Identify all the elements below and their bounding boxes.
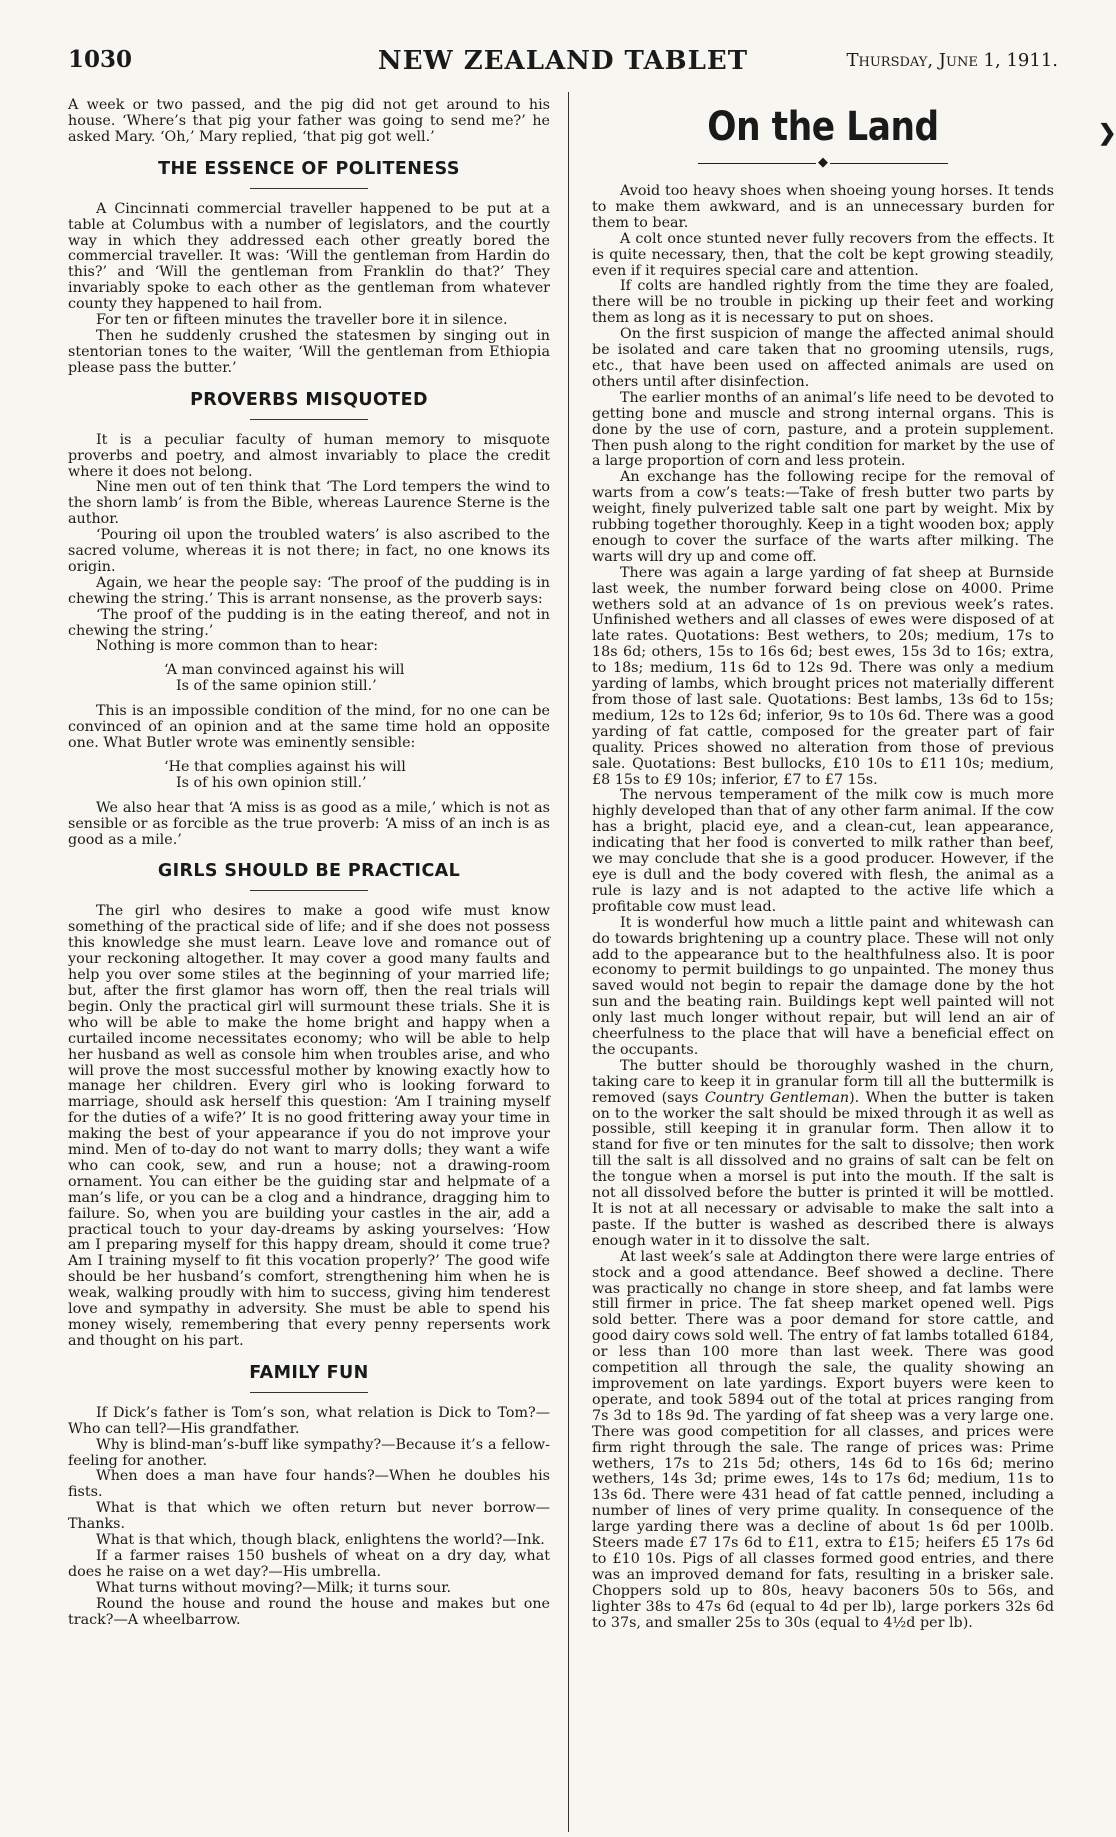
diamond-ornament-icon: ◆ [818, 155, 828, 170]
page-number: 1030 [68, 46, 133, 73]
verse-line: Is of the same opinion still.’ [176, 678, 377, 695]
land-paragraph: A colt once stunted never fully recovers from the effects. It is quite necessary, then, that the colt be kept growing steadily, even if it requires special care and attention. [592, 230, 1054, 279]
land-paragraph: An exchange has the following recipe for the removal of warts from a cow’s teats:—Take of fresh butter two parts by weight, finely pulverized table salt one part by weight. Mix by rubbing together thoroughly. Keep in a tight wooden box; apply enough to cover the surface of the warts after milking. The warts will dry up and come off. [592, 469, 1054, 565]
heading-girls-should-be-practical: GIRLS SHOULD BE PRACTICAL [157, 861, 461, 882]
riddle-paragraph: What turns without moving?—Milk; it turns sour. [96, 1579, 452, 1596]
land-paragraph: The nervous temperament of the milk cow is much more highly developed than that of any other farm animal. If the cow has a bright, placid eye, and a clean-cut, lean appearance, indicating that her food is converted to milk rather than beef, we may conclude that she is a good producer. However, if the eye is dull and the body covered with flesh, the animal as a rule is lazy and is not adapted to the active life which a profitable cow must lead. [592, 787, 1054, 915]
masthead-title: NEW ZEALAND TABLET [377, 46, 749, 76]
land-paragraph: It is wonderful how much a little paint and whitewash can do towards brightening up a country place. These will not only add to the appearance but to the healthfulness also. It is poor economy to permit buildings to go unpainted. The money thus saved would not begin to repair the damage done by the hot sun and the beating rain. Buildings kept well painted will not only last much longer without repair, but will lend an air of cheerfulness to the place that will have a beneficial effect on the occupants. [592, 914, 1054, 1058]
essence-paragraph: For ten or fifteen minutes the traveller bore it in silence. [96, 312, 508, 329]
page-header [68, 46, 1058, 76]
land-paragraph: On the first suspicion of mange the affected animal should be isolated and care taken that no grooming utensils, rugs, etc., that have been used on affected animals are used on others until after disinfection. [592, 326, 1054, 390]
source-citation: Country Gentleman [704, 1089, 850, 1106]
riddle-paragraph: If a farmer raises 150 bushels of wheat on a dry day, what does he raise on a wet day?—His umbrella. [68, 1547, 550, 1580]
proverbs-paragraph: ‘The proof of the pudding is in the eating thereof, and not in chewing the string.’ [68, 606, 550, 639]
butter-text-part: The butter should be thoroughly washed in the churn, taking care to keep it in granular form till all the buttermilk is removed (says [592, 1057, 1054, 1106]
heading-rule [250, 1392, 368, 1393]
butter-text-part: ). When the butter is taken on to the worker the salt should be mixed through it as well as possible, still keeping it in granular form. Then allow it to stand for five or ten minutes for the salt to dissolve; then work till the salt is all dissolved and no grains of salt can be felt on the tongue when a morsel is put into the mouth. If the salt is not all dissolved before the butter is printed it will be mottled. It is not at all necessary or advisable to make the salt into a paste. If the butter is washed as described there is always enough water in it to dissolve the salt. [592, 1089, 1055, 1249]
riddle-paragraph: What is that which, though black, enlightens the world?—Ink. [96, 1532, 545, 1549]
essence-paragraph: A Cincinnati commercial traveller happened to be put at a table at Columbus with a number of legislators, and the courtly way in which they addressed each other greatly bored the commercial traveller. It was: ‘Will the gentleman from Hardin do this?’ and ‘Will the gentleman from Franklin do that?’ They invariably spoke to each other as the gentleman from whatever county they happened to hail from. [68, 200, 550, 313]
land-paragraph: The earlier months of an animal’s life need to be devoted to getting bone and muscle and strong internal organs. This is done by the use of corn, pasture, and a protein supplement. Then push along to the right condition for market by the use of a large proportion of corn and less protein. [592, 389, 1054, 470]
land-paragraph: If colts are handled rightly from the time they are foaled, there will be no trouble in picking up their feet and working them as long as it is necessary to put on shoes. [592, 278, 1054, 327]
land-paragraph: Avoid too heavy shoes when shoeing young horses. It tends to make them awkward, and is an unnecessary burden for them to bear. [592, 183, 1054, 231]
verse-quote [164, 663, 550, 695]
verse-line: ‘A man convinced against his will [164, 662, 405, 679]
riddle-paragraph: Round the house and round the house and makes but one track?—A wheelbarrow. [68, 1595, 550, 1628]
proverbs-paragraph: Again, we hear the people say: ‘The proof of the pudding is in chewing the string.’ This is arrant nonsense, as the proverb says: [68, 574, 550, 607]
section-title-on-the-land: On the Land [707, 104, 939, 150]
verse-quote [164, 760, 550, 792]
riddle-paragraph: What is that which we often return but never borrow—Thanks. [68, 1500, 550, 1533]
proverbs-paragraph: It is a peculiar faculty of human memory to misquote proverbs and poetry, and almost invariably to place the credit where it does not belong. [68, 431, 550, 480]
heading-rule [250, 419, 368, 420]
heading-rule [250, 188, 368, 189]
issue-date: Thursday, June 1, 1911. [846, 50, 1058, 71]
verse-line: Is of his own opinion still.’ [176, 774, 367, 791]
land-paragraph: There was again a large yarding of fat sheep at Burnside last week, the number forward being close on 4000. Prime wethers sold at an advance of 1s on previous week’s rates. Unfinished wethers and all classes of ewes were disposed of at late rates. Quotations: Best wethers, to 20s; medium, 17s to 18s 6d; others, 15s to 16s 6d; best ewes, 15s 3d to 16s; extra, to 18s; medium, 11s 6d to 12s 9d. There was only a medium yarding of lambs, which brought prices not materially different from those of last sale. Quotations: Best lambs, 13s 6d to 15s; medium, 12s to 12s 6d; inferior, 9s to 10s 6d. There was a good yarding of fat cattle, composed for the greater part of fair quality. Prices showed no alteration from those of previous sale. Quotations: Best bullocks, £10 10s to £11 10s; medium, £8 15s to £9 10s; inferior, £7 to £7 15s. [592, 564, 1054, 788]
land-paragraph [592, 1059, 1054, 1250]
proverbs-paragraph: ‘Pouring oil upon the troubled waters’ is also ascribed to the sacred volume, whereas it is not there; in fact, no one knows its origin. [68, 527, 550, 575]
essence-paragraph: Then he suddenly crushed the statesmen by singing out in stentorian tones to the waiter, ‘Will the gentleman from Ethiopia please pass the butter.’ [68, 327, 550, 376]
verse-line: ‘He that complies against his will [164, 758, 406, 775]
girls-paragraph: The girl who desires to make a good wife must know something of the practical side of life; and if she does not possess this knowledge she must learn. Leave love and romance out of your reckoning altogether. It may cover a good many faults and help you over some stiles at the beginning of your married life; but, after the first glamor has worn off, then the real trials will begin. Only the practical girl will surmount these trials. She it is who will be able to make the home bright and happy when a curtailed income necessitates economy; who will be able to help her husband as well as console him when troubles arise, and who will prove the most successful mother by knowing exactly how to manage her children. Every girl who is looking forward to marriage, should ask herself this question: ‘Am I training myself for the duties of a wife?’ It is no good frittering away your time in making the best of your appearance if you do not improve your mind. Men of to-day do not want to marry dolls; they want a wife who can cook, sew, and run a house; not a drawing-room ornament. You can either be the guiding star and helpmate of a man’s life, or you can be a clog and a hindrance, dragging him to failure. So, when you are building your castles in the air, add a practical touch to your day-dreams by asking yourselves: ‘How am I preparing myself for this happy dream, should it come true? Am I training myself to fit this vocation properly?’ The good wife should be her husband’s comfort, strengthening him when he is weak, walking proudly with him to success, giving him tenderest love and sympathy in adversity. She must be able to spend his money wisely, remembering that every penny repersents work and thought on his part. [68, 903, 550, 1349]
riddle-paragraph: Why is blind-man’s-buff like sympathy?—Because it’s a fellow-feeling for another. [68, 1436, 550, 1469]
heading-essence-of-politeness: THE ESSENCE OF POLITENESS [158, 158, 460, 179]
proverbs-paragraph: This is an impossible condition of the mind, for no one can be convinced of an opinion and at the same time hold an opposite one. What Butler wrote was eminently sensible: [68, 703, 550, 751]
heading-rule [250, 890, 368, 891]
heading-proverbs-misquoted: PROVERBS MISQUOTED [190, 389, 428, 410]
intro-paragraph: A week or two passed, and the pig did not get around to his house. ‘Where’s that pig your father was going to send me?’ he asked Mary. ‘Oh,’ Mary replied, ‘that pig got well.’ [68, 97, 550, 145]
column-divider [568, 92, 569, 1832]
left-column [68, 98, 550, 1629]
heading-family-fun: FAMILY FUN [249, 1362, 369, 1383]
proverbs-paragraph: Nine men out of ten think that ‘The Lord tempers the wind to the shorn lamb’ is from the Bible, whereas Laurence Sterne is the author. [68, 479, 550, 528]
riddle-paragraph: If Dick’s father is Tom’s son, what relation is Dick to Tom?—Who can tell?—His grandfather. [68, 1404, 550, 1437]
proverbs-paragraph: Nothing is more common than to hear: [96, 638, 379, 655]
margin-mark: ❯ [1098, 120, 1116, 146]
right-column [592, 98, 1054, 1631]
ornamental-rule [698, 156, 948, 170]
proverbs-paragraph: We also hear that ‘A miss is as good as a mile,’ which is not as sensible or as forcible as the true proverb: ‘A miss of an inch is as good as a mile.’ [68, 799, 550, 848]
land-paragraph: At last week’s sale at Addington there were large entries of stock and a good attendance. Beef showed a decline. There was practically no change in store sheep, and fat lambs were still firmer in price. The fat sheep market opened well. Pigs sold better. There was a poor demand for store cattle, and good dairy cows sold well. The entry of fat lambs totalled 6184, or less than 100 more than last week. There was good competition all through the sale, the quality showing an improvement on late yardings. Export buyers were keen to operate, and took 5894 out of the total at prices ranging from 7s 3d to 18s 9d. The yarding of fat sheep was a very large one. There was good competition for all classes, and prices were firm right through the sale. The range of prices was: Prime wethers, 17s to 21s 5d; others, 14s 6d to 16s 6d; merino wethers, 14s 3d; prime ewes, 14s to 17s 6d; medium, 11s to 13s 6d. There were 431 head of fat cattle penned, including a number of lines of very prime quality. In consequence of the large yarding there was a decline of about 1s 6d per 100lb. Steers made £7 17s 6d to £11, extra to £15; heifers £5 17s 6d to £10 10s. Pigs of all classes formed good entries, and there was an improved demand for fats, resulting in a brisker sale. Choppers sold up to 80s, heavy baconers 50s to 56s, and lighter 38s to 47s 6d (equal to 4d per lb), large porkers 32s 6d to 37s, and smaller 25s to 30s (equal to 4½d per lb). [592, 1248, 1054, 1631]
riddle-paragraph: When does a man have four hands?—When he doubles his fists. [68, 1468, 550, 1501]
